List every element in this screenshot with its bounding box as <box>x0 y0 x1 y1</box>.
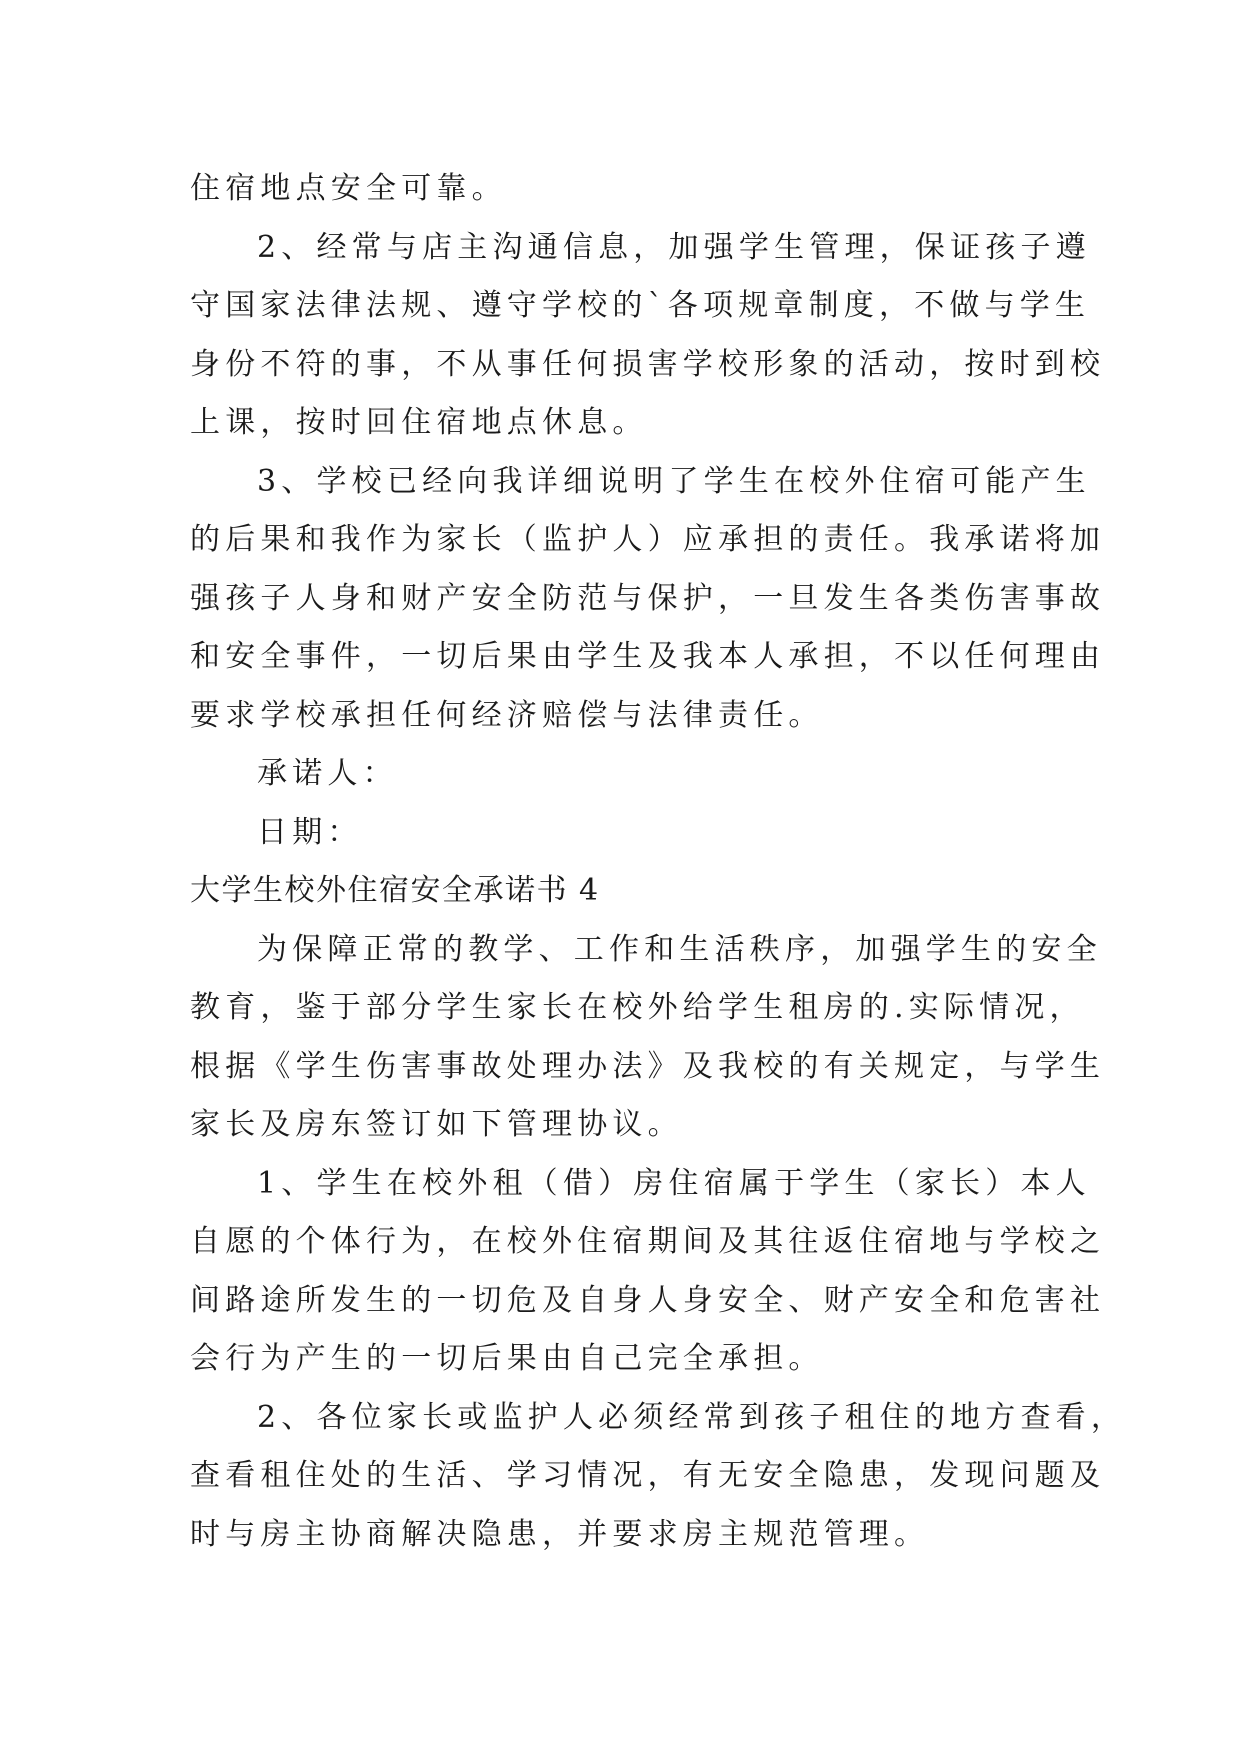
date-label: 日期： <box>257 814 363 850</box>
list-item-2: 2、经常与店主沟通信息，加强学生管理，保证孩子遵 <box>257 229 1091 265</box>
text-line: 查看租住处的生活、学习情况，有无安全隐患，发现问题及 <box>190 1458 1106 1493</box>
text-line: 根据《学生伤害事故处理办法》及我校的有关规定，与学生 <box>190 1048 1106 1084</box>
text-line: 的后果和我作为家长（监护人）应承担的责任。我承诺将加 <box>190 522 1106 557</box>
text-line: 会行为产生的一切后果由自己完全承担。 <box>190 1341 824 1376</box>
text-line: 要求学校承担任何经济赔偿与法律责任。 <box>190 697 824 733</box>
signature-label: 承诺人： <box>257 756 398 791</box>
paragraph-start: 为保障正常的教学、工作和生活秩序，加强学生的安全 <box>257 931 1102 967</box>
text-line: 教育，鉴于部分学生家长在校外给学生租房的.实际情况， <box>190 990 1085 1025</box>
text-line: 家长及房东签订如下管理协议。 <box>190 1107 683 1142</box>
text-line: 和安全事件，一切后果由学生及我本人承担，不以任何理由 <box>190 639 1106 674</box>
text-line: 身份不符的事，不从事任何损害学校形象的活动，按时到校 <box>190 346 1106 382</box>
list-item-2: 2、各位家长或监护人必须经常到孩子租住的地方查看， <box>257 1399 1127 1435</box>
text-line: 住宿地点安全可靠。 <box>190 171 507 206</box>
text-line: 间路途所发生的一切危及自身人身安全、财产安全和危害社 <box>190 1282 1106 1318</box>
text-line: 守国家法律法规、遵守学校的`各项规章制度，不做与学生 <box>190 288 1091 323</box>
document-body <box>190 160 1127 1564</box>
section-title: 大学生校外住宿安全承诺书 4 <box>190 873 600 908</box>
text-line: 自愿的个体行为，在校外住宿期间及其往返住宿地与学校之 <box>190 1224 1106 1259</box>
list-item-1: 1、学生在校外租（借）房住宿属于学生（家长）本人 <box>257 1165 1091 1201</box>
text-line: 上课，按时回住宿地点休息。 <box>190 405 648 440</box>
list-item-3: 3、学校已经向我详细说明了学生在校外住宿可能产生 <box>257 463 1091 499</box>
text-line: 强孩子人身和财产安全防范与保护，一旦发生各类伤害事故 <box>190 580 1106 616</box>
text-line: 时与房主协商解决隐患，并要求房主规范管理。 <box>190 1516 930 1552</box>
